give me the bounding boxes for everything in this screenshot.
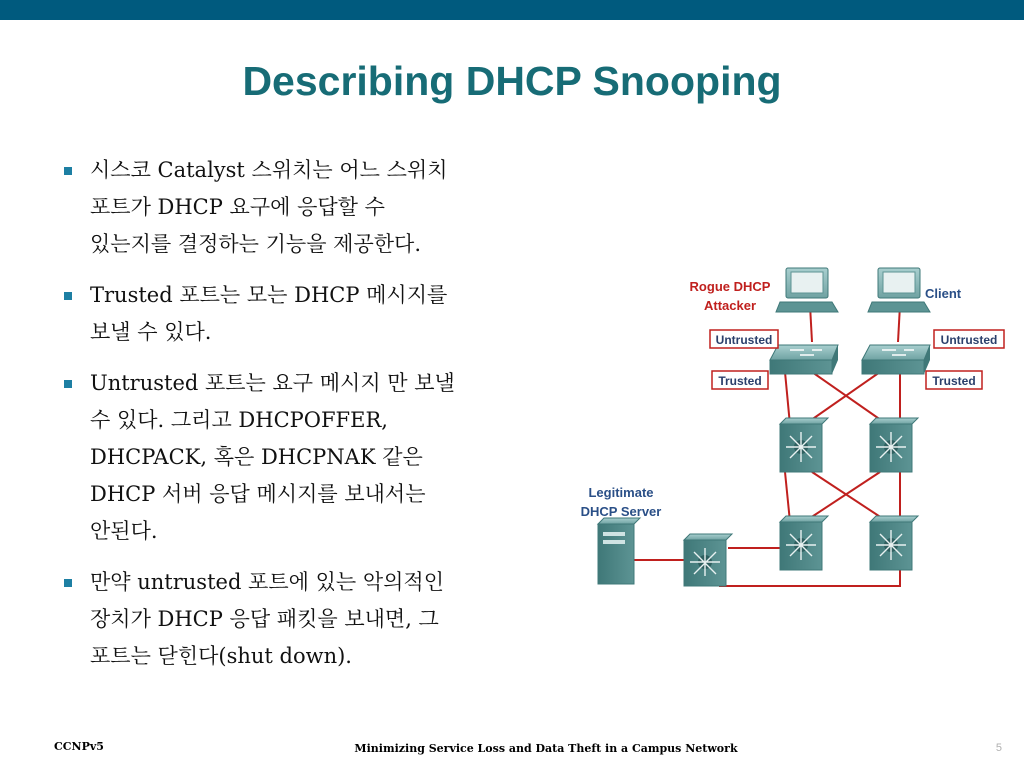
- network-diagram: [570, 260, 1020, 600]
- slide-title: Describing DHCP Snooping: [242, 58, 782, 104]
- bullet-item: [62, 277, 552, 351]
- svg-text:Untrusted: Untrusted: [715, 333, 773, 347]
- bullet-text: Trusted 포트는 모는 DHCP 메시지를 보낼 수 있다.: [90, 283, 448, 344]
- footer-course: CCNPv5: [54, 740, 104, 753]
- svg-text:Untrusted: Untrusted: [940, 333, 998, 347]
- port-tag-untrusted-right: [934, 330, 1004, 348]
- footer-subtitle: Minimizing Service Loss and Data Theft in a Campus Network: [354, 742, 738, 755]
- dhcp-server-icon: [598, 518, 640, 584]
- top-bar: [0, 0, 1024, 20]
- svg-text:Trusted: Trusted: [718, 374, 762, 388]
- bullet-item: [62, 152, 552, 263]
- link-dist1-core2: [812, 472, 888, 522]
- rogue-label-line2: Attacker: [703, 298, 757, 313]
- distribution-switch-right-icon: [870, 418, 918, 472]
- bullet-list: [62, 152, 552, 689]
- rogue-label-line1: Rogue DHCP: [689, 279, 771, 294]
- server-label-line1: Legitimate: [588, 485, 654, 500]
- bullet-item: [62, 365, 552, 550]
- core-switch-right-icon: [870, 516, 918, 570]
- server-label-line2: DHCP Server: [580, 504, 662, 519]
- link-sw2-dist1: [804, 372, 880, 425]
- link-sw1-dist2: [812, 372, 888, 425]
- bullet-text: 시스코 Catalyst 스위치는 어느 스위치 포트가 DHCP 요구에 응답할 수 있는지를 결정하는 기능을 제공한다.: [90, 158, 448, 256]
- bullet-square-icon: [64, 380, 72, 388]
- link-dist2-core1: [804, 472, 880, 522]
- edge-switch-icon: [684, 534, 732, 586]
- port-tag-untrusted-left: [710, 330, 778, 348]
- bullet-square-icon: [64, 579, 72, 587]
- client-label: Client: [925, 286, 962, 301]
- bullet-item: [62, 564, 552, 675]
- bullet-square-icon: [64, 167, 72, 175]
- footer-page-number: 5: [995, 742, 1002, 754]
- svg-text:Trusted: Trusted: [932, 374, 976, 388]
- core-switch-left-icon: [780, 516, 828, 570]
- bullet-text: Untrusted 포트는 요구 메시지 만 보낼 수 있다. 그리고 DHCPOFFER, DHCPACK, 혹은 DHCPNAK 같은 DHCP 서버 응답 메시지를 보내서는 안된다.: [90, 371, 455, 543]
- access-switch-left-icon: [770, 345, 838, 374]
- access-switch-right-icon: [862, 345, 930, 374]
- attacker-pc-icon: [776, 268, 838, 312]
- distribution-switch-left-icon: [780, 418, 828, 472]
- bullet-square-icon: [64, 292, 72, 300]
- port-tag-trusted-left: [712, 371, 768, 389]
- bullet-text: 만약 untrusted 포트에 있는 악의적인 장치가 DHCP 응답 패킷을 보내면, 그 포트는 닫힌다(shut down).: [90, 570, 444, 668]
- link-edge-core2: [720, 568, 900, 586]
- client-pc-icon: [868, 268, 930, 312]
- port-tag-trusted-right: [926, 371, 982, 389]
- link-dist1-core1: [785, 472, 790, 522]
- link-sw1-dist1: [785, 372, 790, 425]
